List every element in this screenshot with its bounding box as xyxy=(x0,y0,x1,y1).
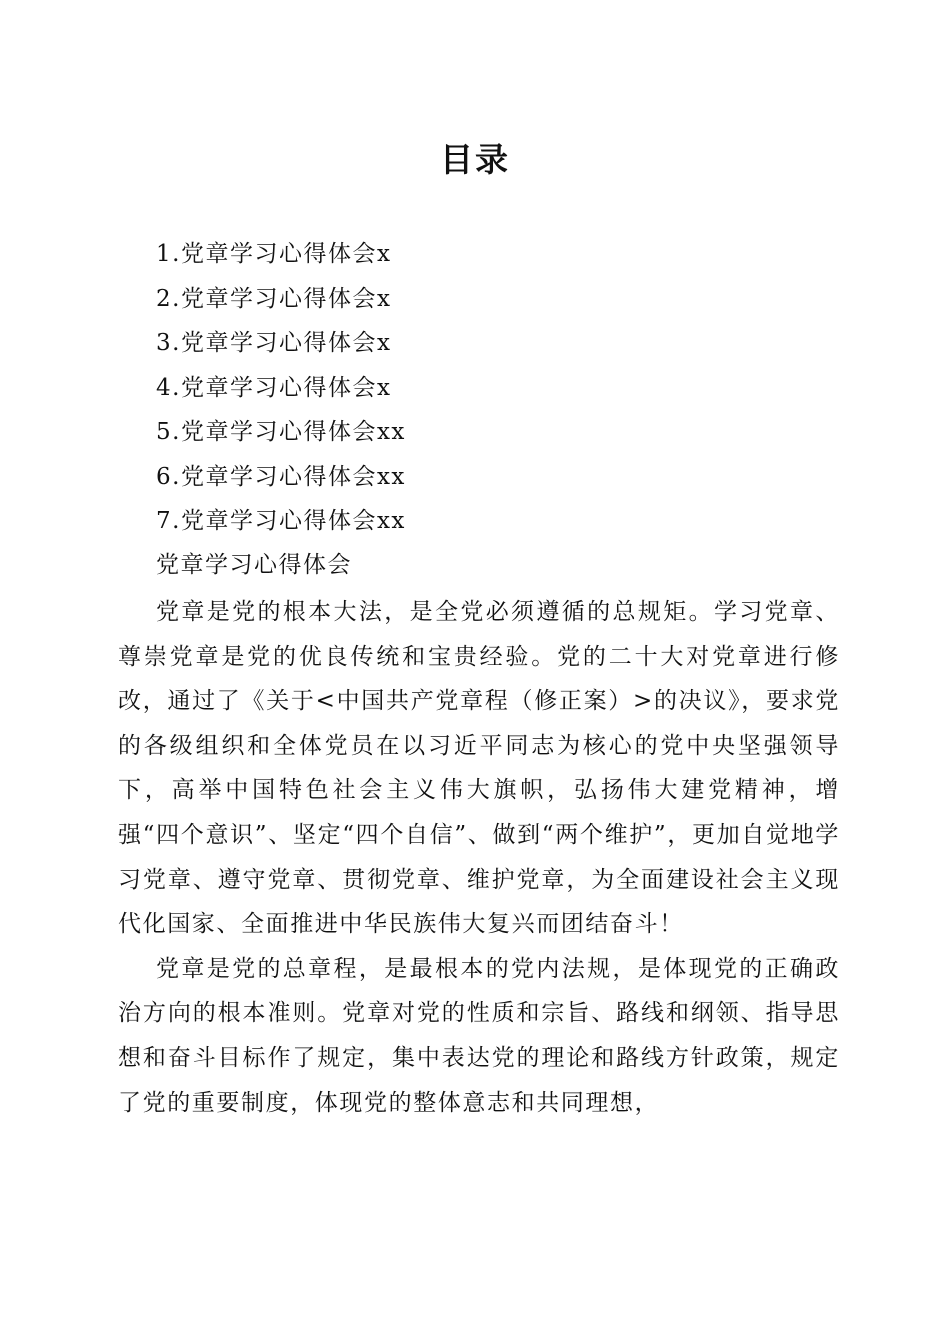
document-body xyxy=(118,590,840,1125)
toc-item-7[interactable]: 7.党章学习心得体会xx xyxy=(156,508,406,534)
table-of-contents xyxy=(156,232,406,544)
paragraph-1: 党章是党的根本大法，是全党必须遵循的总规矩。学习党章、尊崇党章是党的优良传统和宝贵经验。党的二十大对党章进行修改，通过了《关于<中国共产党章程（修正案）>的决议》，要求党的各级组织和全体党员在以习近平同志为核心的党中央坚强领导下，高举中国特色社会主义伟大旗帜，弘扬伟大建党精神，增强“四个意识”、坚定“四个自信”、做到“两个维护”，更加自觉地学习党章、遵守党章、贯彻党章、维护党章，为全面建设社会主义现代化国家、全面推进中华民族伟大复兴而团结奋斗！ xyxy=(118,599,840,938)
page-title: 目录 xyxy=(440,140,510,179)
toc-item-3[interactable]: 3.党章学习心得体会x xyxy=(156,330,392,356)
toc-item-2[interactable]: 2.党章学习心得体会x xyxy=(156,285,392,312)
toc-item-4[interactable]: 4.党章学习心得体会x xyxy=(156,374,392,401)
toc-item-1[interactable]: 1.党章学习心得体会x xyxy=(156,241,392,267)
paragraph-2: 党章是党的总章程，是最根本的党内法规，是体现党的正确政治方向的根本准则。党章对党的性质和宗旨、路线和纲领、指导思想和奋斗目标作了规定，集中表达党的理论和路线方针政策，规定了党的重要制度，体现党的整体意志和共同理想， xyxy=(118,955,840,1116)
toc-item-6[interactable]: 6.党章学习心得体会xx xyxy=(156,463,406,490)
toc-item-5[interactable]: 5.党章学习心得体会xx xyxy=(156,419,406,445)
section-heading: 党章学习心得体会 xyxy=(156,552,352,578)
